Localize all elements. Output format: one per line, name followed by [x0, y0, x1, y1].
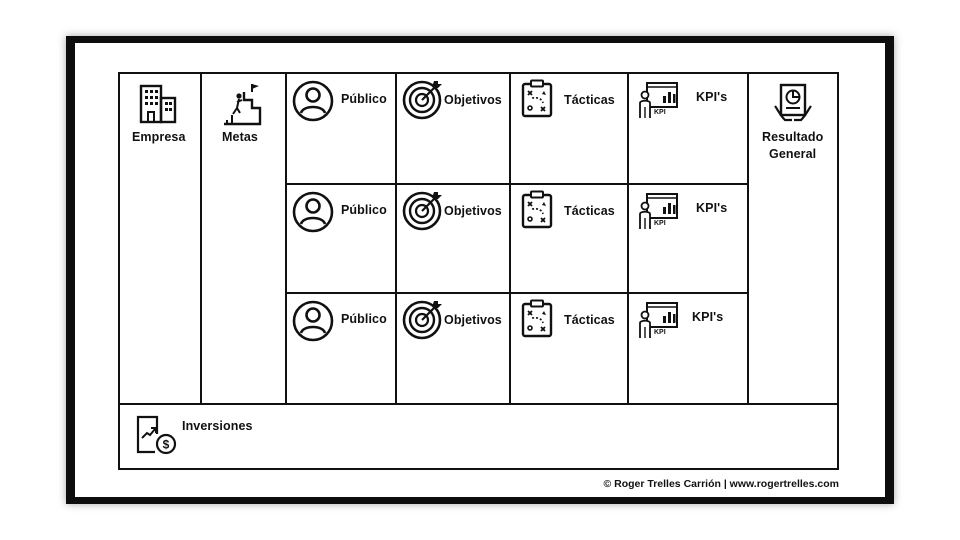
objetivos-label: Objetivos — [444, 204, 502, 218]
kpi-label: KPI's — [692, 310, 724, 324]
climber-flag-icon — [222, 82, 262, 126]
divider-tacticas-kpi — [627, 72, 629, 404]
divider-row-1-2 — [286, 183, 748, 185]
kpi-label: KPI's — [696, 90, 728, 104]
divider-empresa-metas — [200, 72, 202, 404]
target-icon — [402, 298, 444, 340]
metas-label: Metas — [222, 130, 258, 144]
person-circle-icon — [292, 300, 334, 342]
target-icon — [402, 78, 444, 120]
kpi-presenter-icon — [636, 192, 680, 232]
divider-row-2-3 — [286, 292, 748, 294]
svg-text:KPI: KPI — [654, 220, 666, 227]
publico-label: Público — [341, 92, 387, 106]
copyright-credit: © Roger Trelles Carrión | www.rogertrelles.com — [603, 478, 839, 490]
tacticas-label: Tácticas — [564, 93, 615, 107]
inversiones-label: Inversiones — [182, 419, 253, 433]
svg-text:$: $ — [162, 437, 170, 452]
objetivos-label: Objetivos — [444, 93, 502, 107]
svg-text:KPI: KPI — [654, 329, 666, 336]
tacticas-label: Tácticas — [564, 204, 615, 218]
target-icon — [402, 189, 444, 231]
building-icon — [138, 84, 178, 124]
empresa-label: Empresa — [132, 130, 186, 144]
investment-icon — [135, 414, 179, 456]
divider-metas-publico — [285, 72, 287, 404]
objetivos-label: Objetivos — [444, 313, 502, 327]
publico-label: Público — [341, 312, 387, 326]
tacticas-label: Tácticas — [564, 313, 615, 327]
resultado-label-line2: General — [769, 147, 817, 161]
kpi-label: KPI's — [696, 201, 728, 215]
svg-text:KPI: KPI — [654, 109, 666, 116]
resultado-label-line1: Resultado — [762, 130, 824, 144]
strategy-board-icon — [520, 190, 554, 230]
publico-label: Público — [341, 203, 387, 217]
divider-objetivos-tacticas — [509, 72, 511, 404]
person-circle-icon — [292, 191, 334, 233]
strategy-board-icon — [520, 299, 554, 339]
strategy-board-icon — [520, 79, 554, 119]
report-chart-icon — [772, 82, 814, 124]
person-circle-icon — [292, 80, 334, 122]
divider-kpi-resultado — [747, 72, 749, 404]
kpi-presenter-icon — [636, 301, 680, 341]
divider-main-inversiones — [118, 403, 839, 405]
kpi-presenter-icon — [636, 81, 680, 121]
divider-publico-objetivos — [395, 72, 397, 404]
